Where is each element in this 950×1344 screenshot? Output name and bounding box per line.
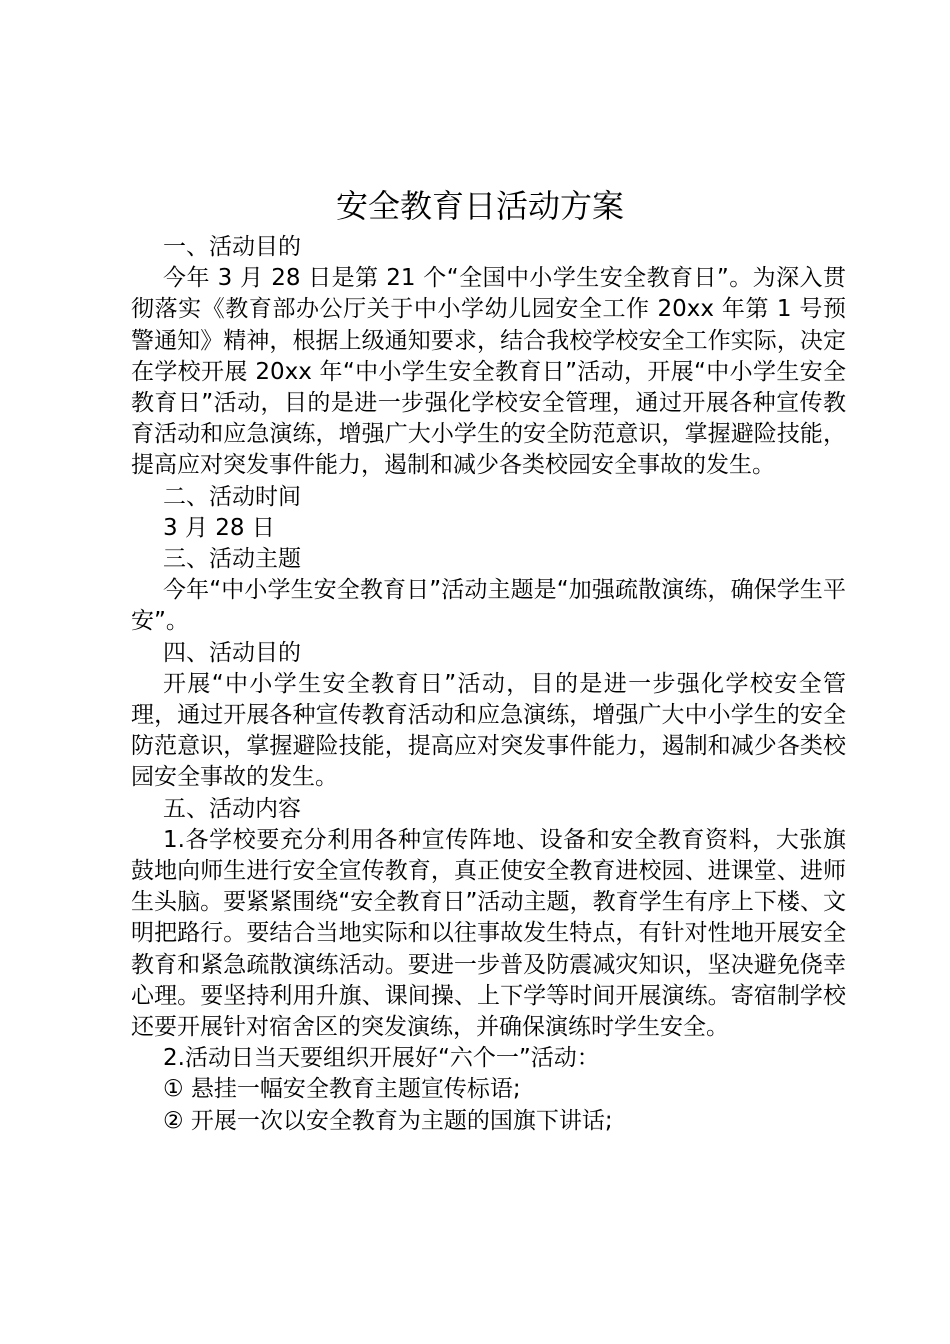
section-heading: 五、活动内容	[163, 795, 301, 822]
section-heading: 四、活动目的	[163, 639, 301, 666]
paragraph: 3 月 28 日	[163, 514, 275, 541]
paragraph: 1.各学校要充分利用各种宣传阵地、设备和安全教育资料，大张旗鼓地向师生进行安全宣传教育，真正使安全教育进校园、进课堂、进师生头脑。要紧紧围绕“安全教育日”活动主题，教育学生有序上下楼、文明把路行。要结合当地实际和以往事故发生特点，有针对性地开展安全教育和紧急疏散演练活动。要进一步普及防震减灾知识，坚决避免侥幸心理。要坚持利用升旗、课间操、上下学等时间开展演练。寄宿制学校还要开展针对宿舍区的突发演练，并确保演练时学生安全。	[131, 826, 846, 1041]
section-heading: 三、活动主题	[163, 546, 301, 573]
section-heading: 二、活动时间	[163, 483, 301, 510]
document-title: 安全教育日活动方案	[335, 187, 624, 225]
paragraph: 今年“中小学生安全教育日”活动主题是“加强疏散演练，确保学生平安”。	[131, 577, 846, 635]
paragraph: 开展“中小学生安全教育日”活动，目的是进一步强化学校安全管理，通过开展各种宣传教育活动和应急演练，增强广大中小学生的安全防范意识，掌握避险技能，提高应对突发事件能力，遏制和减少各类校园安全事故的发生。	[131, 670, 846, 791]
document-body	[131, 232, 846, 1137]
list-item: ① 悬挂一幅安全教育主题宣传标语;	[163, 1076, 521, 1103]
paragraph: 2.活动日当天要组织开展好“六个一”活动：	[163, 1045, 600, 1072]
paragraph: 今年 3 月 28 日是第 21 个“全国中小学生安全教育日”。为深入贯彻落实《教育部办公厅关于中小学幼儿园安全工作 20xx 年第 1 号预警通知》精神，根据上级通知要求，结合我校学校安全工作实际，决定在学校开展 20xx 年“中小学生安全教育日”活动，开展“中小学生安全教育日”活动，目的是进一步强化学校安全管理，通过开展各种宣传教育活动和应急演练，增强广大小学生的安全防范意识，掌握避险技能，提高应对突发事件能力，遏制和减少各类校园安全事故的发生。	[131, 265, 846, 479]
section-heading: 一、活动目的	[163, 234, 301, 260]
list-item: ② 开展一次以安全教育为主题的国旗下讲话;	[163, 1107, 613, 1134]
